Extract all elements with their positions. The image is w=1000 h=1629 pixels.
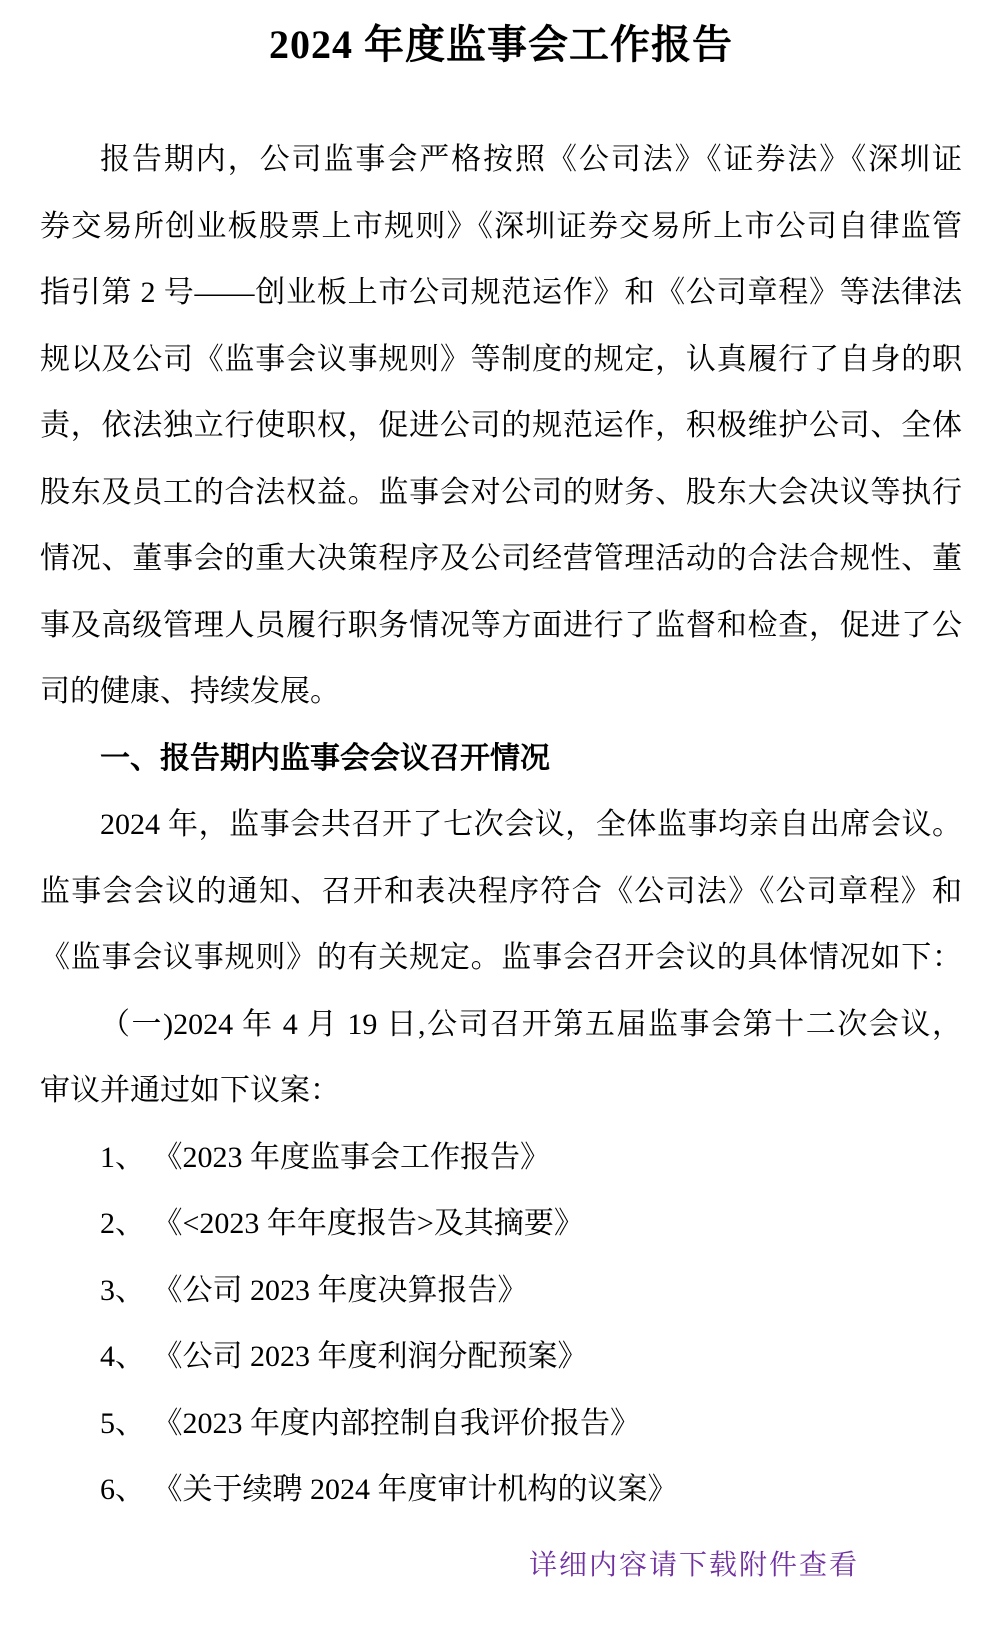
body-line: 券交易所创业板股票上市规则》《深圳证券交易所上市公司自律监管 [40, 209, 962, 243]
attachment-note: 详细内容请下载附件查看 [528, 1549, 859, 1581]
body-line: （一)2024 年 4 月 19 日,公司召开第五届监事会第十二次会议， [100, 1007, 962, 1041]
list-item-3: 3、 《公司 2023 年度决算报告》 [100, 1273, 528, 1307]
body-line: 股东及员工的合法权益。监事会对公司的财务、股东大会决议等执行 [40, 475, 962, 509]
list-item-5: 5、 《2023 年度内部控制自我评价报告》 [100, 1406, 640, 1440]
list-item-6: 6、 《关于续聘 2024 年度审计机构的议案》 [100, 1473, 678, 1506]
body-line: 2024 年，监事会共召开了七次会议，全体监事均亲自出席会议。 [100, 808, 962, 841]
body-line: 事及高级管理人员履行职务情况等方面进行了监督和检查，促进了公 [40, 608, 962, 642]
body-line: 监事会会议的通知、召开和表决程序符合《公司法》《公司章程》和 [40, 874, 962, 908]
list-item-4: 4、 《公司 2023 年度利润分配预案》 [100, 1340, 588, 1373]
body-line: 指引第 2 号——创业板上市公司规范运作》和《公司章程》等法律法 [40, 276, 962, 309]
list-item-2: 2、 《<2023 年年度报告>及其摘要》 [100, 1207, 584, 1240]
document-body [40, 127, 962, 1524]
list-item-1: 1、 《2023 年度监事会工作报告》 [100, 1140, 550, 1174]
body-line: 审议并通过如下议案： [40, 1074, 340, 1107]
body-line: 报告期内，公司监事会严格按照《公司法》《证券法》《深圳证 [100, 143, 962, 176]
body-line: 责，依法独立行使职权，促进公司的规范运作，积极维护公司、全体 [40, 409, 962, 442]
body-line: 规以及公司《监事会议事规则》等制度的规定，认真履行了自身的职 [40, 342, 962, 376]
body-line: 《监事会议事规则》的有关规定。监事会召开会议的具体情况如下： [40, 941, 962, 974]
document-page [0, 12, 1000, 1586]
section-heading: 一、报告期内监事会会议召开情况 [100, 741, 550, 775]
document-title: 2024 年度监事会工作报告 [269, 22, 733, 67]
body-line: 情况、董事会的重大决策程序及公司经营管理活动的合法合规性、董 [40, 542, 962, 575]
body-line: 司的健康、持续发展。 [40, 675, 340, 708]
